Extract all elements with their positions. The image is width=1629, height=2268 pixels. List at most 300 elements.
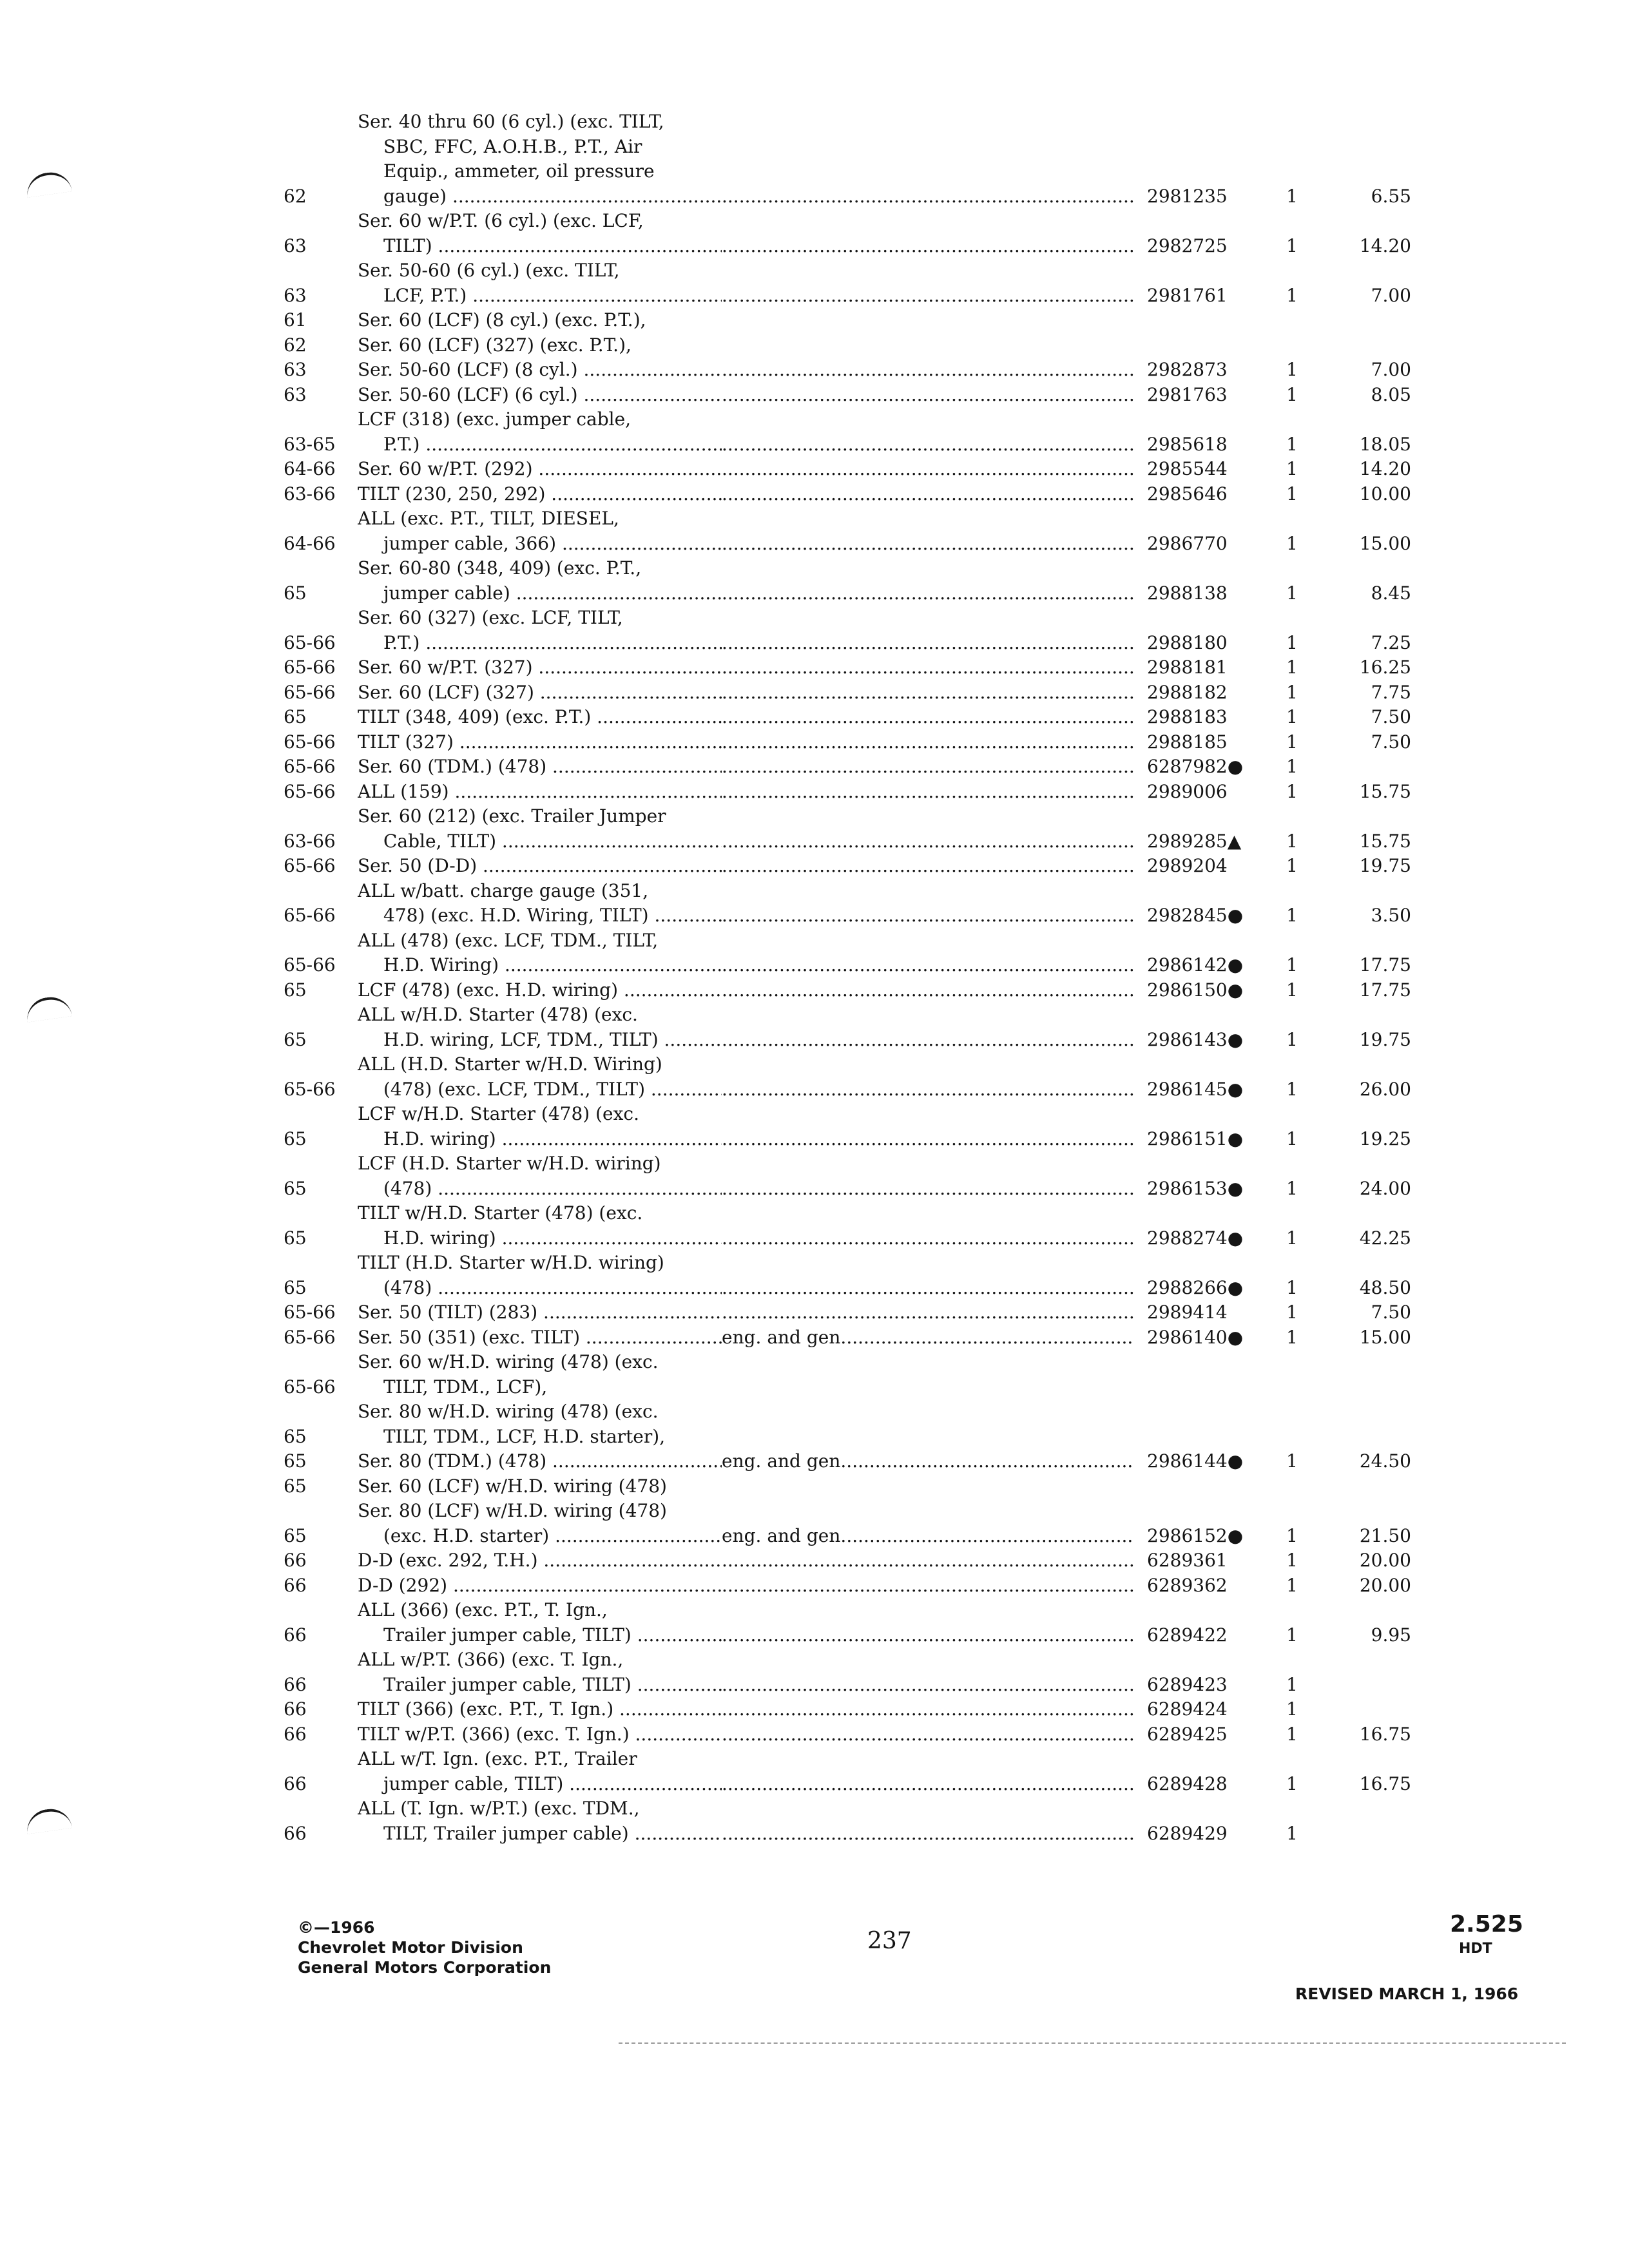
part-number: 2988274● [1147, 1227, 1244, 1249]
entry-description [358, 1449, 722, 1474]
part-entry [284, 1201, 1495, 1251]
part-entry [284, 383, 1495, 408]
binder-hole-mark [24, 1806, 72, 1834]
entry-year: 65-66 [284, 905, 336, 926]
entry-usage-note [722, 184, 1134, 209]
part-number: 2985618 [1147, 433, 1228, 455]
description-line: gauge) ..... [358, 184, 722, 209]
entry-description [358, 407, 722, 457]
description-line: Ser. 60 (LCF) (8 cyl.) (exc. P.T.), [358, 309, 646, 331]
entry-usage-note [722, 705, 1134, 730]
entry-usage-note [722, 482, 1134, 507]
entry-year: 65-66 [284, 1302, 336, 1323]
entry-description [358, 333, 722, 358]
entry-description [358, 482, 722, 507]
entry-usage-note [722, 978, 1134, 1003]
entry-usage-note [722, 234, 1134, 259]
entry-usage-note [722, 457, 1134, 482]
part-entry [284, 1052, 1495, 1102]
part-number: 2989285▲ [1147, 830, 1242, 852]
entry-description [358, 1796, 722, 1846]
entry-year: 65 [284, 1425, 307, 1447]
entry-description [358, 1102, 722, 1151]
list-price: 19.25 [1359, 1128, 1411, 1149]
description-line: TILT, Trailer jumper cable) ..... [358, 1821, 722, 1847]
quantity: 1 [1286, 855, 1298, 876]
corporation-name: General Motors Corporation [298, 1958, 552, 1977]
description-line: H.D. wiring) ..... [358, 1127, 722, 1152]
part-number: 2988183 [1147, 706, 1228, 727]
entry-year: 65 [284, 1524, 307, 1546]
binder-hole-mark [24, 994, 72, 1022]
entry-usage-note [722, 1177, 1134, 1202]
description-line: Ser. 60 (212) (exc. Trailer Jumper [358, 805, 666, 827]
part-number: 2986145● [1147, 1078, 1244, 1100]
entry-description [358, 754, 722, 780]
quantity: 1 [1286, 631, 1298, 653]
description-line: LCF (478) (exc. H.D. wiring) ..... [358, 978, 722, 1003]
part-number: 2982845● [1147, 905, 1244, 926]
description-line: Ser. 40 thru 60 (6 cyl.) (exc. TILT, [358, 111, 664, 132]
entry-year: 62 [284, 334, 307, 356]
entry-usage-note [722, 754, 1134, 780]
part-entry [284, 333, 1495, 358]
part-number: 2986144● [1147, 1450, 1244, 1472]
quantity: 1 [1286, 359, 1298, 380]
part-number: 2986150● [1147, 979, 1244, 1001]
entry-description [358, 1499, 722, 1548]
quantity: 1 [1286, 582, 1298, 604]
entry-usage-note [722, 953, 1134, 978]
quantity: 1 [1286, 1450, 1298, 1472]
description-line: jumper cable, 366) ..... [358, 532, 722, 557]
page-edge-line [619, 2042, 1566, 2044]
part-entry [284, 1151, 1495, 1201]
part-number: 2985646 [1147, 483, 1228, 505]
entry-usage-note [722, 829, 1134, 854]
quantity: 1 [1286, 1227, 1298, 1249]
entry-usage-note [722, 680, 1134, 706]
quantity: 1 [1286, 1723, 1298, 1745]
description-line: Ser. 50-60 (LCF) (8 cyl.) ..... [358, 358, 722, 383]
description-line: TILT (230, 250, 292) ..... [358, 482, 722, 507]
description-line: ALL (159) ..... [358, 780, 722, 805]
description-line: Ser. 60 (LCF) (327) (exc. P.T.), [358, 334, 631, 356]
entry-description [358, 705, 722, 730]
description-line: H.D. Wiring) ..... [358, 953, 722, 978]
part-number: 6289425 [1147, 1723, 1228, 1745]
entry-description [358, 308, 722, 333]
list-price: 7.50 [1371, 731, 1411, 753]
list-price: 18.05 [1359, 433, 1411, 455]
list-price: 16.25 [1359, 657, 1411, 678]
entry-year: 65-66 [284, 855, 336, 876]
entry-description [358, 1151, 722, 1201]
part-entry [284, 1747, 1495, 1796]
entry-year: 65-66 [284, 780, 336, 802]
list-price: 24.50 [1359, 1450, 1411, 1472]
part-number: 2982725 [1147, 235, 1228, 256]
copyright-line: ©—1966 [298, 1918, 375, 1937]
quantity: 1 [1286, 1624, 1298, 1646]
entry-description [358, 358, 722, 383]
part-number: 6289429 [1147, 1822, 1228, 1844]
description-line: Ser. 60 w/P.T. (327) ..... [358, 655, 722, 680]
list-price: 10.00 [1359, 483, 1411, 505]
list-price: 8.45 [1371, 582, 1411, 604]
description-line: TILT (H.D. Starter w/H.D. wiring) [358, 1252, 664, 1273]
entry-usage-note [722, 1821, 1134, 1847]
division-name: Chevrolet Motor Division [298, 1938, 523, 1957]
part-number: 2986770 [1147, 532, 1228, 554]
quantity: 1 [1286, 979, 1298, 1001]
part-entry [284, 754, 1495, 780]
part-entry [284, 804, 1495, 854]
description-line: LCF (H.D. Starter w/H.D. wiring) [358, 1153, 661, 1174]
quantity: 1 [1286, 706, 1298, 727]
description-line: ALL w/P.T. (366) (exc. T. Ign., [358, 1649, 624, 1670]
entry-year: 65 [284, 1177, 307, 1199]
description-line: Ser. 60 (LCF) (327) ..... [358, 680, 722, 706]
quantity: 1 [1286, 681, 1298, 703]
revision-date: REVISED MARCH 1, 1966 [1295, 1984, 1519, 2003]
part-entry [284, 854, 1495, 879]
part-entry [284, 556, 1495, 606]
entry-year: 66 [284, 1698, 307, 1720]
entry-description [358, 1350, 722, 1399]
description-line: Ser. 60 (327) (exc. LCF, TILT, [358, 607, 623, 628]
entry-usage-note: eng. and gen ..... [722, 1449, 1134, 1474]
entry-description [358, 383, 722, 408]
quantity: 1 [1286, 756, 1298, 777]
part-entry [284, 457, 1495, 482]
list-price: 14.20 [1359, 235, 1411, 256]
description-line: Ser. 50-60 (6 cyl.) (exc. TILT, [358, 260, 620, 281]
description-line: (478) ..... [358, 1276, 722, 1301]
part-entry [284, 110, 1495, 209]
entry-year: 65-66 [284, 1326, 336, 1348]
list-price: 15.75 [1359, 780, 1411, 802]
entry-year: 65-66 [284, 631, 336, 653]
quantity: 1 [1286, 830, 1298, 852]
description-line: SBC, FFC, A.O.H.B., P.T., Air [383, 135, 642, 157]
entry-year: 65 [284, 582, 307, 604]
entry-usage-note [722, 1772, 1134, 1797]
entry-year: 66 [284, 1673, 307, 1695]
part-entry [284, 730, 1495, 755]
part-entry [284, 1399, 1495, 1449]
description-line: Ser. 60 w/P.T. (6 cyl.) (exc. LCF, [358, 210, 644, 231]
entry-description [358, 680, 722, 706]
entry-year: 65 [284, 1227, 307, 1249]
entry-usage-note [722, 903, 1134, 928]
part-entry [284, 1648, 1495, 1697]
entry-description [358, 1722, 722, 1747]
list-price: 48.50 [1359, 1276, 1411, 1298]
entry-year: 65 [284, 1028, 307, 1050]
entry-description [358, 1474, 722, 1499]
description-line: LCF (318) (exc. jumper cable, [358, 408, 631, 430]
part-number: 6289422 [1147, 1624, 1228, 1646]
part-entry [284, 407, 1495, 457]
quantity: 1 [1286, 433, 1298, 455]
entry-year: 66 [284, 1773, 307, 1794]
part-entry [284, 1474, 1495, 1499]
entry-year: 66 [284, 1624, 307, 1646]
description-line: ALL w/batt. charge gauge (351, [358, 879, 649, 901]
part-number: 2988138 [1147, 582, 1228, 604]
part-number: 2986140● [1147, 1326, 1244, 1348]
entry-description [358, 730, 722, 755]
entry-year: 66 [284, 1574, 307, 1596]
quantity: 1 [1286, 383, 1298, 405]
part-number: 6289424 [1147, 1698, 1228, 1720]
entry-description [358, 1697, 722, 1722]
part-entry [284, 1350, 1495, 1399]
part-number: 2981235 [1147, 185, 1228, 207]
part-entry [284, 506, 1495, 556]
list-price: 17.75 [1359, 954, 1411, 975]
list-price: 7.25 [1371, 631, 1411, 653]
part-number: 2989006 [1147, 780, 1228, 802]
entry-year: 65 [284, 1450, 307, 1472]
entry-usage-note [722, 655, 1134, 680]
entry-usage-note [722, 1697, 1134, 1722]
quantity: 1 [1286, 905, 1298, 926]
part-entry [284, 705, 1495, 730]
description-line: Trailer jumper cable, TILT) ..... [358, 1623, 722, 1648]
entry-usage-note [722, 854, 1134, 879]
description-line: LCF w/H.D. Starter (478) (exc. [358, 1103, 639, 1124]
list-price: 17.75 [1359, 979, 1411, 1001]
entry-year: 64-66 [284, 532, 336, 554]
entry-description [358, 1201, 722, 1251]
description-line: Ser. 60 w/P.T. (292) ..... [358, 457, 722, 482]
entry-description [358, 258, 722, 308]
description-line: Ser. 50 (D-D) ..... [358, 854, 722, 879]
entry-year: 65 [284, 1475, 307, 1497]
entry-year: 66 [284, 1550, 307, 1571]
list-price: 7.00 [1371, 359, 1411, 380]
description-line: Cable, TILT) ..... [358, 829, 722, 854]
entry-year: 65-66 [284, 1376, 336, 1398]
description-line: ALL (T. Ign. w/P.T.) (exc. TDM., [358, 1798, 640, 1819]
entry-year: 65-66 [284, 954, 336, 975]
part-entry [284, 1796, 1495, 1846]
entry-description [358, 1573, 722, 1599]
part-entry [284, 1449, 1495, 1474]
list-price: 21.50 [1359, 1524, 1411, 1546]
entry-usage-note: eng. and gen. ..... [722, 1325, 1134, 1350]
entry-usage-note [722, 1722, 1134, 1747]
part-entry [284, 1325, 1495, 1350]
list-price: 15.00 [1359, 1326, 1411, 1348]
entry-year: 65-66 [284, 657, 336, 678]
part-number: 2982873 [1147, 359, 1228, 380]
list-price: 7.50 [1371, 1302, 1411, 1323]
entry-description [358, 1648, 722, 1697]
list-price: 15.75 [1359, 830, 1411, 852]
part-entry [284, 928, 1495, 978]
entry-year: 63-66 [284, 830, 336, 852]
part-entry [284, 680, 1495, 706]
part-number: 2981763 [1147, 383, 1228, 405]
quantity: 1 [1286, 1773, 1298, 1794]
binder-hole-mark [24, 169, 72, 197]
description-line: P.T.) ..... [358, 631, 722, 656]
parts-listing [284, 110, 1495, 1846]
entry-usage-note [722, 730, 1134, 755]
entry-description [358, 556, 722, 606]
entry-description [358, 457, 722, 482]
description-line: Ser. 50 (351) (exc. TILT) ..... [358, 1325, 722, 1350]
quantity: 1 [1286, 1128, 1298, 1149]
part-number: 6289423 [1147, 1673, 1228, 1695]
entry-usage-note [722, 1623, 1134, 1648]
description-line: Ser. 60 (TDM.) (478) ..... [358, 754, 722, 780]
description-line: (478) (exc. LCF, TDM., TILT) ..... [358, 1077, 722, 1102]
entry-usage-note [722, 532, 1134, 557]
entry-year: 65 [284, 1276, 307, 1298]
entry-usage-note [722, 1300, 1134, 1325]
entry-year: 65 [284, 979, 307, 1001]
description-line: TILT, TDM., LCF), [383, 1376, 548, 1398]
quantity: 1 [1286, 532, 1298, 554]
quantity: 1 [1286, 1524, 1298, 1546]
list-price: 16.75 [1359, 1773, 1411, 1794]
part-entry [284, 978, 1495, 1003]
quantity: 1 [1286, 1276, 1298, 1298]
description-line: TILT w/H.D. Starter (478) (exc. [358, 1202, 643, 1224]
part-entry [284, 1102, 1495, 1151]
description-line: H.D. wiring) ..... [358, 1226, 722, 1251]
list-price: 3.50 [1371, 905, 1411, 926]
entry-year: 63 [284, 359, 307, 380]
entry-year: 62 [284, 185, 307, 207]
entry-description [358, 804, 722, 854]
description-line: ALL w/T. Ign. (exc. P.T., Trailer [358, 1748, 637, 1769]
entry-year: 65-66 [284, 731, 336, 753]
quantity: 1 [1286, 780, 1298, 802]
part-number: 2986143● [1147, 1028, 1244, 1050]
entry-description [358, 110, 722, 209]
entry-description [358, 1399, 722, 1449]
quantity: 1 [1286, 954, 1298, 975]
quantity: 1 [1286, 284, 1298, 306]
quantity: 1 [1286, 657, 1298, 678]
entry-description [358, 1325, 722, 1350]
description-line: (exc. H.D. starter) ..... [358, 1524, 722, 1549]
description-line: Ser. 80 (LCF) w/H.D. wiring (478) [358, 1500, 667, 1521]
list-price: 20.00 [1359, 1574, 1411, 1596]
list-price: 9.95 [1371, 1624, 1411, 1646]
part-number: 2985544 [1147, 458, 1228, 479]
quantity: 1 [1286, 1698, 1298, 1720]
list-price: 7.50 [1371, 706, 1411, 727]
description-line: Ser. 80 (TDM.) (478) ..... [358, 1449, 722, 1474]
list-price: 20.00 [1359, 1550, 1411, 1571]
description-line: ALL (366) (exc. P.T., T. Ign., [358, 1599, 608, 1620]
entry-description [358, 655, 722, 680]
publisher-block [298, 1917, 551, 1977]
part-entry [284, 780, 1495, 805]
list-price: 24.00 [1359, 1177, 1411, 1199]
entry-year: 65-66 [284, 681, 336, 703]
entry-year: 65 [284, 706, 307, 727]
part-entry [284, 1003, 1495, 1052]
quantity: 1 [1286, 1078, 1298, 1100]
entry-description [358, 1548, 722, 1573]
quantity: 1 [1286, 458, 1298, 479]
description-line: ALL (478) (exc. LCF, TDM., TILT, [358, 929, 659, 951]
part-entry [284, 482, 1495, 507]
part-number: 2986152● [1147, 1524, 1244, 1546]
entry-usage-note [722, 358, 1134, 383]
entry-description [358, 928, 722, 978]
list-price: 15.00 [1359, 532, 1411, 554]
entry-year: 66 [284, 1822, 307, 1844]
description-line: jumper cable, TILT) ..... [358, 1772, 722, 1797]
description-line: TILT (348, 409) (exc. P.T.) ..... [358, 705, 722, 730]
description-line: 478) (exc. H.D. Wiring, TILT) ..... [358, 903, 722, 928]
description-line: Ser. 60-80 (348, 409) (exc. P.T., [358, 557, 642, 579]
part-entry [284, 1499, 1495, 1548]
description-line: Trailer jumper cable, TILT) ..... [358, 1673, 722, 1698]
part-entry [284, 606, 1495, 655]
description-line: P.T.) ..... [358, 432, 722, 457]
description-line: (478) ..... [358, 1177, 722, 1202]
section-code: HDT [1459, 1941, 1492, 1957]
description-line: Equip., ammeter, oil pressure [383, 160, 655, 182]
entry-description [358, 506, 722, 556]
part-number: 2988266● [1147, 1276, 1244, 1298]
entry-year: 61 [284, 309, 307, 331]
quantity: 1 [1286, 1302, 1298, 1323]
part-number: 2988182 [1147, 681, 1228, 703]
entry-usage-note [722, 1276, 1134, 1301]
part-entry [284, 358, 1495, 383]
part-entry [284, 1697, 1495, 1722]
part-number: 2988181 [1147, 657, 1228, 678]
entry-year: 63 [284, 284, 307, 306]
description-line: TILT) ..... [358, 234, 722, 259]
entry-usage-note [722, 1127, 1134, 1152]
part-number: 2981761 [1147, 284, 1228, 306]
description-line: H.D. wiring, LCF, TDM., TILT) ..... [358, 1028, 722, 1053]
description-line: Ser. 60 w/H.D. wiring (478) (exc. [358, 1351, 659, 1372]
part-entry [284, 1573, 1495, 1599]
list-price: 19.75 [1359, 855, 1411, 876]
entry-year: 65 [284, 1128, 307, 1149]
list-price: 7.00 [1371, 284, 1411, 306]
entry-year: 63-65 [284, 433, 336, 455]
entry-description [358, 209, 722, 258]
quantity: 1 [1286, 235, 1298, 256]
list-price: 42.25 [1359, 1227, 1411, 1249]
description-line: LCF, P.T.) ..... [358, 284, 722, 309]
part-number: 6289362 [1147, 1574, 1228, 1596]
entry-usage-note: eng. and gen. ..... [722, 1524, 1134, 1549]
entry-description [358, 1003, 722, 1052]
quantity: 1 [1286, 731, 1298, 753]
part-number: 6289428 [1147, 1773, 1228, 1794]
part-number: 6289361 [1147, 1550, 1228, 1571]
part-entry [284, 1548, 1495, 1573]
entry-description [358, 854, 722, 879]
entry-description [358, 879, 722, 928]
part-number: 2986153● [1147, 1177, 1244, 1199]
list-price: 14.20 [1359, 458, 1411, 479]
